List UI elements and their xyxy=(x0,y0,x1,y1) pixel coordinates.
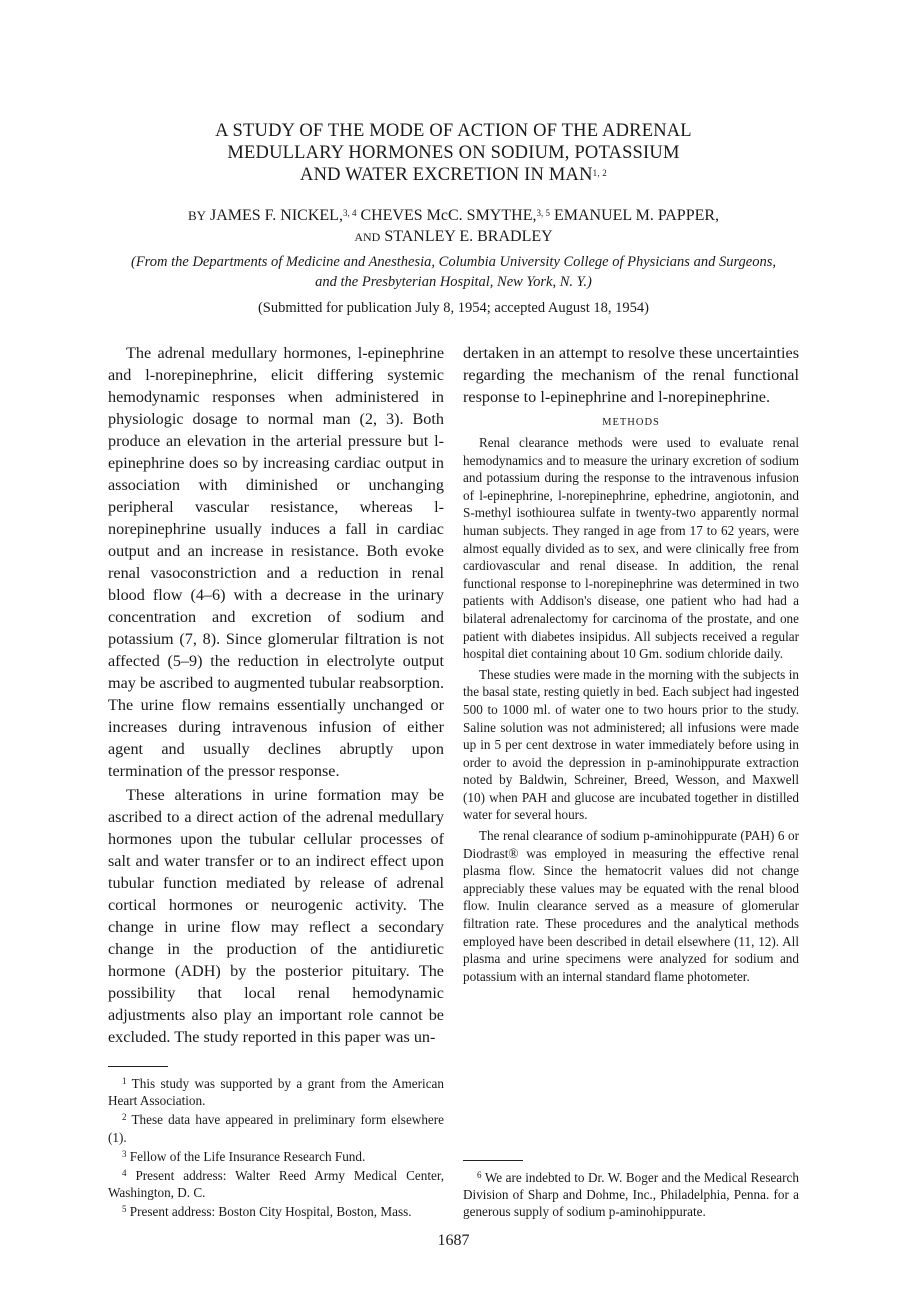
left-column xyxy=(108,342,444,1223)
body-paragraph: These studies were made in the morning with the subjects in the basal state, resting quietly in bed. Each subject had ingested 500 to 1000 ml. of water one to two hours prior to the study. Saline solution was not administered; all infusions were made up in 5 per cent dextrose in water immediately before using in order to avoid the depression in p-aminohippurate extraction noted by Baldwin, Schreiner, Breed, Wesson, and Maxwell (10) when PAH and glucose are incubated together in distilled water for several hours. xyxy=(463,666,799,823)
footnotes-right xyxy=(463,1142,799,1223)
title-line: A STUDY OF THE MODE OF ACTION OF THE ADRENAL xyxy=(215,121,692,141)
footnote: $^4$ Present address: Walter Reed Army Medical Center, Washington, D. C. xyxy=(108,1168,445,1201)
footnote-rule xyxy=(463,1160,523,1161)
affiliation: (From the Departments of Medicine and Anesthesia, Columbia University College of Physicians and Surgeons, and the Presbyterian Hospital, New York, N. Y.) xyxy=(130,254,777,290)
body-paragraph: The adrenal medullary hormones, l-epinephrine and l-norepinephrine, elicit differing systemic hemodynamic responses when administered in physiologic dosage to normal man (2, 3). Both produce an elevation in the arterial pressure but l-epinephrine does so by increasing cardiac output in association with diminished or unchanging peripheral vascular resistance, whereas l-norepinephrine usually induces a fall in cardiac output and an increase in resistance. Both evoke renal vasoconstriction and a reduction in renal blood flow (4–6) with a decrease in the urinary concentration and excretion of sodium and potassium (7, 8). Since glomerular filtration is not affected (5–9) the reduction in electrolyte output may be ascribed to augmented tubular reabsorption. The urine flow remains essentially unchanged or increases during intravenous infusion of either agent and usually declines abruptly upon termination of the pressor response. xyxy=(108,344,444,780)
title-line: AND WATER EXCRETION IN MAN$^{1, 2}$ xyxy=(300,165,607,185)
footnotes-left xyxy=(108,1048,444,1223)
body-columns xyxy=(108,342,799,1223)
by-label: BY xyxy=(187,208,206,223)
footnote: $^2$ These data have appeared in preliminary form elsewhere (1). xyxy=(108,1112,445,1145)
author: STANLEY E. BRADLEY xyxy=(384,228,553,245)
body-paragraph: These alterations in urine formation may be ascribed to a direct action of the adrenal medullary hormones upon the tubular cellular processes of salt and water transfer or to an indirect effect upon tubular function mediated by release of adrenal cortical hormones or neurogenic activity. The change in urine flow may reflect a secondary change in the production of the antidiuretic hormone (ADH) by the posterior pituitary. The possibility that local renal hemodynamic adjustments also play an important role cannot be excluded. The study reported in this paper was un- xyxy=(108,786,444,1046)
body-paragraph: dertaken in an attempt to resolve these uncertainties regarding the mechanism of the renal functional response to l-epinephrine and l-norepinephrine. xyxy=(463,344,799,406)
author: CHEVES McC. SMYTHE, xyxy=(360,207,537,224)
author-list: BY JAMES F. NICKEL,$^{3, 4}$ CHEVES McC. SMYTHE,$^{3, 5}$ EMANUEL M. PAPPER, AND STANLEY E. BRADLEY xyxy=(187,207,720,245)
submission-dates: (Submitted for publication July 8, 1954; accepted August 18, 1954) xyxy=(257,300,650,316)
body-paragraph: Renal clearance methods were used to evaluate renal hemodynamics and to measure the urinary excretion of sodium and potassium during the response to the intravenous infusion of l-epinephrine, l-norepinephrine, ephedrine, angiotonin, and S-methyl isothiourea sulfate in twenty-two apparently normal human subjects. They ranged in age from 17 to 62 years, were almost equally divided as to sex, and were clinically free from cardiovascular and renal disease. In addition, the renal functional response to l-norepinephrine was determined in two patients with Addison's disease, one patient who had had a bilateral adrenalectomy for carcinoma of the prostate, and one patient with diabetes insipidus. All subjects received a regular hospital diet containing about 10 Gm. sodium chloride daily. xyxy=(463,435,799,662)
author: EMANUEL M. PAPPER, xyxy=(553,207,720,224)
article-title xyxy=(108,120,799,186)
body-paragraph: The renal clearance of sodium p-aminohippurate (PAH) 6 or Diodrast® was employed in measuring the effective renal plasma flow. Since the hematocrit values did not change appreciably these values may be equated with the renal blood flow. Inulin clearance served as a measure of glomerular filtration rate. These procedures and the analytical methods employed have been described in detail elsewhere (11, 12). All plasma and urine specimens were analyzed for sodium and potassium with an internal standard flame photometer. xyxy=(463,828,799,984)
footnote: $^1$ This study was supported by a grant from the American Heart Association. xyxy=(108,1076,444,1109)
right-column xyxy=(463,342,799,1223)
footnote: $^6$ We are indebted to Dr. W. Boger and the Medical Research Division of Sharp and Dohme, Inc., Philadelphia, Penna. for a generous supply of sodium p-aminohippurate. xyxy=(463,1170,799,1220)
title-line: MEDULLARY HORMONES ON SODIUM, POTASSIUM xyxy=(227,143,680,163)
footnote-rule xyxy=(108,1066,168,1067)
and-label: AND xyxy=(354,230,381,244)
page-number: 1687 xyxy=(437,1231,470,1249)
title-footnote-refs: 1, 2 xyxy=(592,168,607,178)
footnote: $^5$ Present address: Boston City Hospital, Boston, Mass. xyxy=(122,1204,412,1220)
author: JAMES F. NICKEL, xyxy=(210,207,343,224)
section-heading-methods: METHODS xyxy=(602,417,660,428)
footnote: $^3$ Fellow of the Life Insurance Research Fund. xyxy=(122,1148,366,1164)
